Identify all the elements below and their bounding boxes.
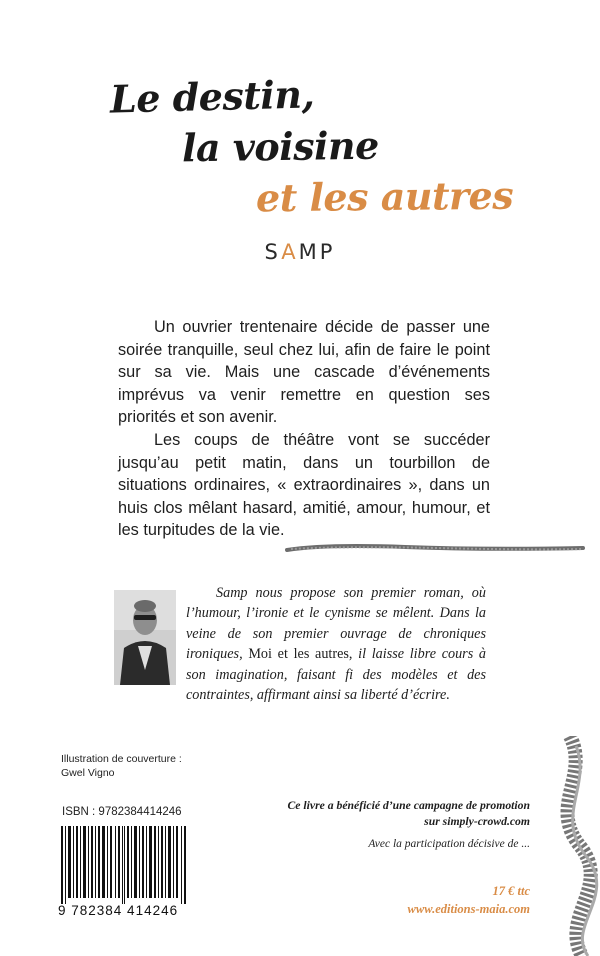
synopsis (118, 316, 490, 542)
title-line-3: et les autres (255, 172, 514, 221)
synopsis-paragraph-2: Les coups de théâtre vont se succéder jusqu’au petit matin, dans un tourbillon de situations ordinaires, « extraordinaires », dans un huis clos mêlant hasard, amitié, amour, humour, et les turpitudes de la vie. (118, 430, 490, 540)
illustration-label: Illustration de couverture : (61, 753, 182, 765)
title-line-2: la voisine (181, 122, 380, 171)
author-bio (186, 583, 486, 705)
author-photo (114, 590, 176, 685)
promotion-notice (288, 798, 530, 830)
price: 17 € ttc (492, 884, 530, 898)
sketch-decoration (540, 736, 600, 956)
author-part-2: MP (298, 240, 336, 264)
synopsis-paragraph-1: Un ouvrier trentenaire décide de passer une soirée tranquille, seul chez lui, afin de faire le point sur sa vie. Mais une cascade d’événements imprévus va venir remettre en question ses priorités et son avenir. (118, 318, 490, 427)
bio-book-title: Moi et les autres, (242, 646, 353, 663)
promo-line-1: Ce livre a bénéficié d’une campagne de promotion (287, 799, 530, 812)
illustration-credit (61, 752, 182, 780)
isbn-label: ISBN : 9782384414246 (62, 806, 182, 818)
author-part-1: S (264, 240, 282, 264)
bio-text-after: il laisse libre cours à son imagination, faisant fi des modèles et des contraintes, affirmant ainsi sa liberté d’écrire. (186, 646, 487, 704)
brush-stroke-decoration (285, 540, 585, 560)
participation-note: Avec la participation décisive de ... (368, 838, 530, 850)
promo-line-2: sur simply-crowd.com (424, 815, 530, 828)
bio-text-before: Samp nous propose son premier roman, où l’humour, l’ironie et le cynisme se mêlent. Dans la veine de son premier ouvrage de chroniques ironiques, (186, 585, 486, 663)
publisher-website: www.editions-maia.com (407, 902, 530, 916)
illustration-name: Gwel Vigno (61, 767, 115, 779)
barcode (61, 826, 187, 904)
title-line-1: Le destin, (109, 71, 315, 122)
author-name (0, 240, 600, 264)
author-accent-letter: A (281, 240, 299, 264)
barcode-digits: 9 782384 414246 (58, 903, 179, 918)
